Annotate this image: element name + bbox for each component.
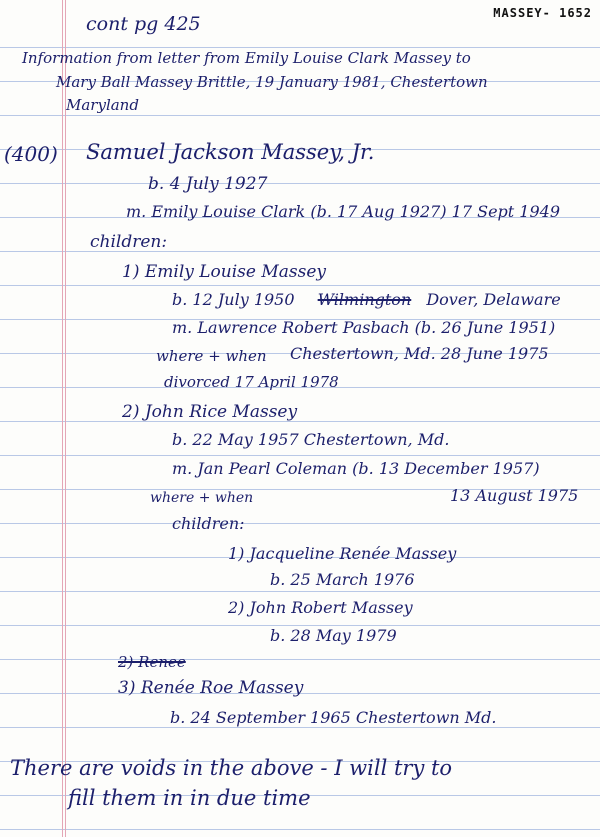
- grandchild-2-born: b. 28 May 1979: [270, 626, 397, 645]
- continuation-note: cont pg 425: [86, 13, 201, 35]
- footer-line-1: There are voids in the above - I will try to: [10, 756, 453, 780]
- grandchild-1-born: b. 25 March 1976: [270, 570, 415, 589]
- person-number: (400): [4, 142, 58, 166]
- archive-stamp: MASSEY- 1652: [493, 6, 592, 20]
- person-children-label: children:: [90, 232, 168, 252]
- child-1-where-when: Chestertown, Md. 28 June 1975: [290, 344, 549, 363]
- child-2-children-label: children:: [172, 514, 245, 533]
- grandchild-1-name: 1) Jacqueline Renée Massey: [228, 544, 457, 563]
- child-3-struck: 2) Renee: [118, 653, 186, 671]
- child-2-where-when-label: where + when: [150, 490, 254, 506]
- child-3-name: 3) Renée Roe Massey: [118, 678, 304, 698]
- child-2-where-when: 13 August 1975: [450, 486, 579, 505]
- margin-line: [62, 0, 63, 837]
- person-born: b. 4 July 1927: [148, 174, 268, 194]
- child-1-where-when-label: where + when: [156, 347, 267, 365]
- child-1-name: 1) Emily Louise Massey: [122, 262, 327, 282]
- person-name: Samuel Jackson Massey, Jr.: [86, 140, 375, 164]
- child-1-divorced: divorced 17 April 1978: [164, 373, 339, 391]
- child-1-married: m. Lawrence Robert Pasbach (b. 26 June 1951): [172, 318, 556, 337]
- margin-line-inner: [65, 0, 66, 837]
- source-line-2: Mary Ball Massey Brittle, 19 January 1981, Chestertown: [56, 73, 488, 91]
- child-3-born: b. 24 September 1965 Chestertown Md.: [170, 708, 497, 727]
- child-2-name: 2) John Rice Massey: [122, 402, 298, 422]
- child-1-born: b. 12 July 1950: [172, 290, 295, 309]
- child-2-born: b. 22 May 1957 Chestertown, Md.: [172, 430, 450, 449]
- source-line-3: Maryland: [66, 96, 139, 114]
- child-1-born-struck: Wilmington: [317, 290, 412, 309]
- grandchild-2-name: 2) John Robert Massey: [228, 598, 413, 617]
- footer-line-2: fill them in in due time: [68, 786, 311, 810]
- child-1-born-line: [172, 290, 561, 310]
- person-married: m. Emily Louise Clark (b. 17 Aug 1927) 17 Sept 1949: [126, 202, 561, 221]
- child-1-born-place: Dover, Delaware: [426, 290, 561, 309]
- child-2-married: m. Jan Pearl Coleman (b. 13 December 1957): [172, 459, 540, 478]
- source-line-1: Information from letter from Emily Louise Clark Massey to: [22, 49, 471, 67]
